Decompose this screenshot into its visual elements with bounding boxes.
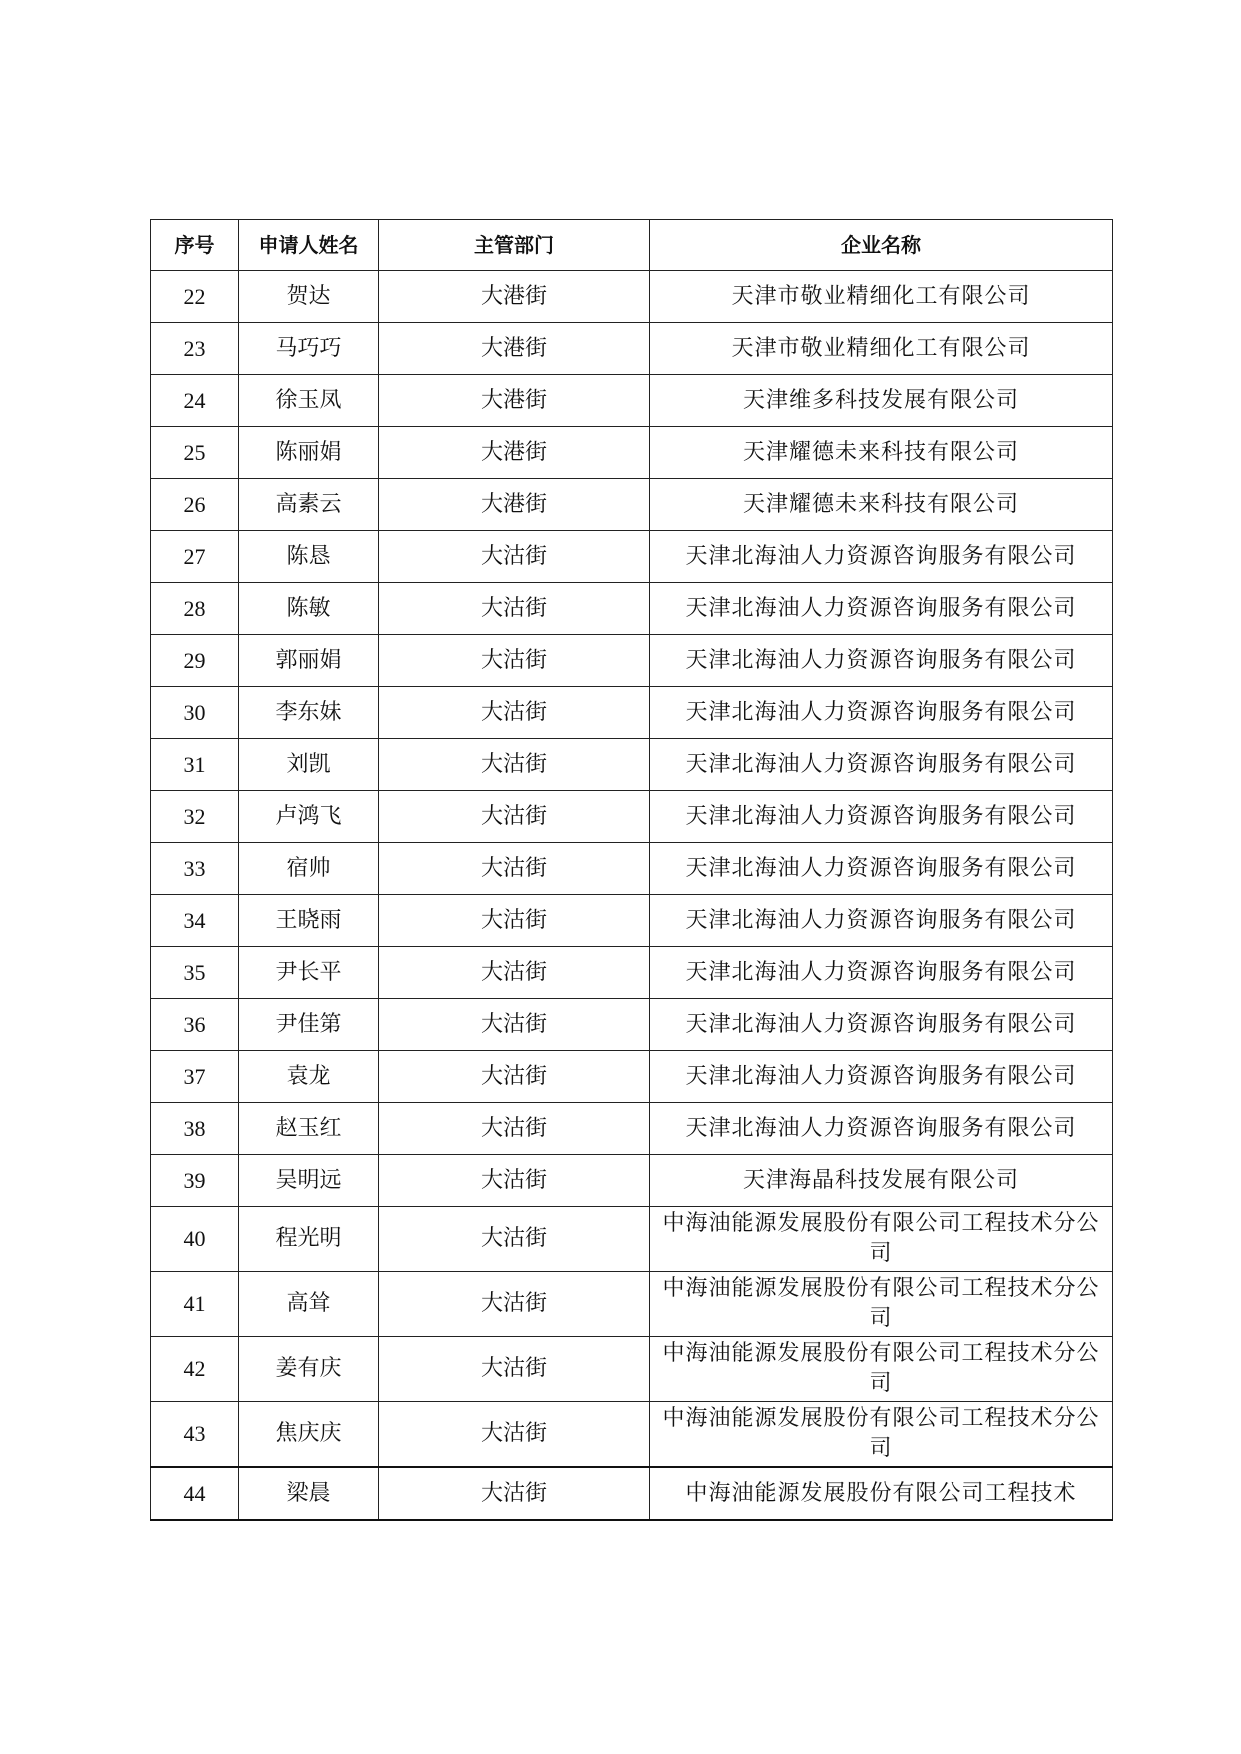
cell-dept: 大沽街	[379, 1402, 650, 1468]
table-row	[151, 427, 1113, 479]
cell-serial: 30	[151, 687, 239, 739]
cell-name: 陈恳	[239, 531, 379, 583]
cell-name: 高素云	[239, 479, 379, 531]
cell-company: 天津市敬业精细化工有限公司	[650, 271, 1113, 323]
table-row	[151, 1467, 1113, 1520]
cell-name: 焦庆庆	[239, 1402, 379, 1468]
table-row	[151, 583, 1113, 635]
cell-serial: 33	[151, 843, 239, 895]
cell-company: 中海油能源发展股份有限公司工程技术分公司	[650, 1272, 1113, 1337]
cell-company: 天津北海油人力资源咨询服务有限公司	[650, 947, 1113, 999]
cell-name: 陈丽娟	[239, 427, 379, 479]
table-header-row	[151, 220, 1113, 271]
cell-company: 天津北海油人力资源咨询服务有限公司	[650, 843, 1113, 895]
cell-serial: 37	[151, 1051, 239, 1103]
cell-name: 宿帅	[239, 843, 379, 895]
table-row	[151, 687, 1113, 739]
cell-company: 中海油能源发展股份有限公司工程技术	[650, 1467, 1113, 1520]
cell-name: 高耸	[239, 1272, 379, 1337]
cell-name: 马巧巧	[239, 323, 379, 375]
cell-serial: 25	[151, 427, 239, 479]
table-row	[151, 999, 1113, 1051]
cell-dept: 大沽街	[379, 583, 650, 635]
table-row	[151, 947, 1113, 999]
cell-name: 贺达	[239, 271, 379, 323]
cell-dept: 大沽街	[379, 1337, 650, 1402]
table-row	[151, 791, 1113, 843]
table-row	[151, 1207, 1113, 1272]
cell-serial: 26	[151, 479, 239, 531]
cell-dept: 大沽街	[379, 1155, 650, 1207]
cell-name: 梁晨	[239, 1467, 379, 1520]
cell-company: 天津北海油人力资源咨询服务有限公司	[650, 895, 1113, 947]
cell-dept: 大港街	[379, 479, 650, 531]
cell-dept: 大沽街	[379, 1103, 650, 1155]
cell-serial: 38	[151, 1103, 239, 1155]
cell-serial: 28	[151, 583, 239, 635]
cell-dept: 大港街	[379, 271, 650, 323]
header-serial-number: 序号	[151, 220, 239, 271]
cell-dept: 大沽街	[379, 999, 650, 1051]
cell-serial: 43	[151, 1402, 239, 1468]
cell-company: 天津北海油人力资源咨询服务有限公司	[650, 687, 1113, 739]
cell-company: 天津市敬业精细化工有限公司	[650, 323, 1113, 375]
cell-company: 天津北海油人力资源咨询服务有限公司	[650, 1051, 1113, 1103]
table-row	[151, 739, 1113, 791]
cell-name: 袁龙	[239, 1051, 379, 1103]
cell-serial: 22	[151, 271, 239, 323]
cell-name: 卢鸿飞	[239, 791, 379, 843]
table-row	[151, 1272, 1113, 1337]
cell-name: 吴明远	[239, 1155, 379, 1207]
cell-name: 李东妹	[239, 687, 379, 739]
cell-dept: 大沽街	[379, 687, 650, 739]
cell-dept: 大沽街	[379, 739, 650, 791]
table-row	[151, 1402, 1113, 1468]
table-row	[151, 895, 1113, 947]
table-row	[151, 479, 1113, 531]
table-row	[151, 375, 1113, 427]
cell-company: 天津北海油人力资源咨询服务有限公司	[650, 583, 1113, 635]
cell-name: 徐玉凤	[239, 375, 379, 427]
table-row	[151, 635, 1113, 687]
cell-serial: 31	[151, 739, 239, 791]
cell-company: 天津海晶科技发展有限公司	[650, 1155, 1113, 1207]
cell-company: 中海油能源发展股份有限公司工程技术分公司	[650, 1402, 1113, 1468]
cell-company: 天津北海油人力资源咨询服务有限公司	[650, 791, 1113, 843]
cell-dept: 大沽街	[379, 1051, 650, 1103]
cell-dept: 大沽街	[379, 1207, 650, 1272]
cell-serial: 27	[151, 531, 239, 583]
applicant-table-container	[150, 219, 1112, 1521]
table-row	[151, 323, 1113, 375]
cell-serial: 29	[151, 635, 239, 687]
cell-company: 天津北海油人力资源咨询服务有限公司	[650, 739, 1113, 791]
cell-serial: 23	[151, 323, 239, 375]
cell-company: 天津北海油人力资源咨询服务有限公司	[650, 1103, 1113, 1155]
cell-company: 中海油能源发展股份有限公司工程技术分公司	[650, 1207, 1113, 1272]
cell-company: 天津北海油人力资源咨询服务有限公司	[650, 999, 1113, 1051]
cell-name: 赵玉红	[239, 1103, 379, 1155]
cell-dept: 大沽街	[379, 1467, 650, 1520]
table-row	[151, 1103, 1113, 1155]
cell-dept: 大沽街	[379, 1272, 650, 1337]
cell-serial: 39	[151, 1155, 239, 1207]
cell-name: 姜有庆	[239, 1337, 379, 1402]
cell-serial: 41	[151, 1272, 239, 1337]
table-row	[151, 843, 1113, 895]
cell-company: 天津耀德未来科技有限公司	[650, 479, 1113, 531]
cell-serial: 34	[151, 895, 239, 947]
cell-company: 中海油能源发展股份有限公司工程技术分公司	[650, 1337, 1113, 1402]
cell-dept: 大沽街	[379, 531, 650, 583]
table-row	[151, 1337, 1113, 1402]
cell-dept: 大沽街	[379, 635, 650, 687]
table-row	[151, 531, 1113, 583]
cell-name: 刘凯	[239, 739, 379, 791]
cell-serial: 35	[151, 947, 239, 999]
cell-name: 程光明	[239, 1207, 379, 1272]
cell-serial: 24	[151, 375, 239, 427]
table-row	[151, 271, 1113, 323]
cell-dept: 大沽街	[379, 895, 650, 947]
cell-dept: 大港街	[379, 427, 650, 479]
cell-company: 天津北海油人力资源咨询服务有限公司	[650, 635, 1113, 687]
cell-serial: 42	[151, 1337, 239, 1402]
cell-dept: 大沽街	[379, 947, 650, 999]
cell-serial: 44	[151, 1467, 239, 1520]
header-applicant-name: 申请人姓名	[239, 220, 379, 271]
cell-name: 王晓雨	[239, 895, 379, 947]
cell-dept: 大港街	[379, 323, 650, 375]
cell-serial: 40	[151, 1207, 239, 1272]
table-row	[151, 1155, 1113, 1207]
cell-name: 尹长平	[239, 947, 379, 999]
cell-company: 天津北海油人力资源咨询服务有限公司	[650, 531, 1113, 583]
table-row	[151, 1051, 1113, 1103]
cell-dept: 大沽街	[379, 843, 650, 895]
cell-name: 郭丽娟	[239, 635, 379, 687]
cell-dept: 大港街	[379, 375, 650, 427]
cell-serial: 32	[151, 791, 239, 843]
cell-name: 陈敏	[239, 583, 379, 635]
header-company-name: 企业名称	[650, 220, 1113, 271]
cell-name: 尹佳第	[239, 999, 379, 1051]
cell-serial: 36	[151, 999, 239, 1051]
cell-dept: 大沽街	[379, 791, 650, 843]
header-department: 主管部门	[379, 220, 650, 271]
cell-company: 天津维多科技发展有限公司	[650, 375, 1113, 427]
applicant-table	[150, 219, 1113, 1521]
cell-company: 天津耀德未来科技有限公司	[650, 427, 1113, 479]
